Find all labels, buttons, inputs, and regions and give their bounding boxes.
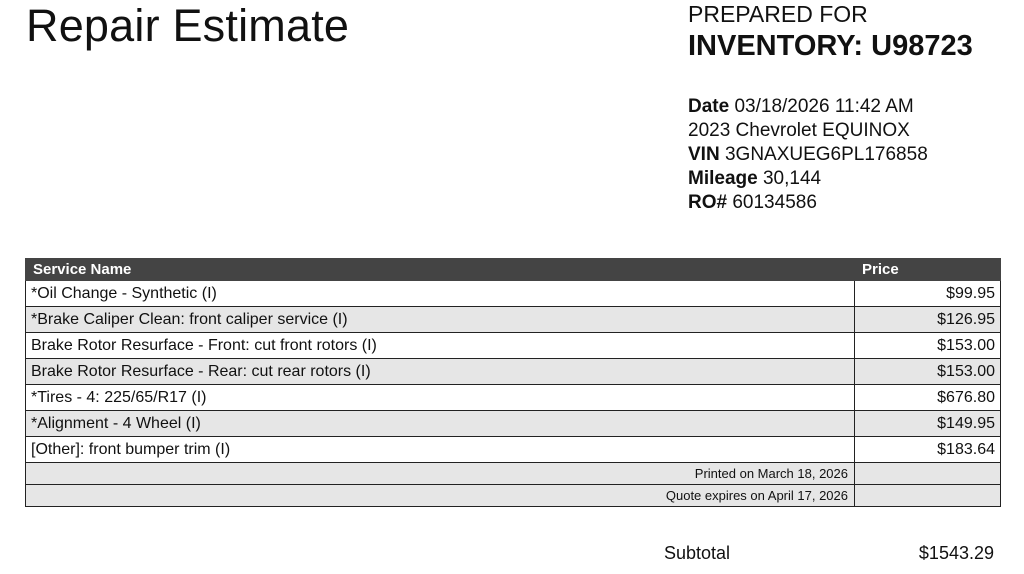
date-value: 03/18/2026 11:42 AM	[734, 96, 914, 117]
service-name-cell: Brake Rotor Resurface - Front: cut front rotors (I)	[26, 333, 855, 359]
service-name-header: Service Name	[26, 259, 855, 281]
service-name-cell: *Brake Caliper Clean: front caliper service (I)	[26, 307, 855, 333]
document-title: Repair Estimate	[26, 0, 350, 51]
table-row	[26, 281, 1001, 307]
table-row	[26, 359, 1001, 385]
estimate-table	[25, 258, 1001, 507]
date-line	[688, 95, 928, 119]
table-row	[26, 385, 1001, 411]
service-name-cell: Brake Rotor Resurface - Rear: cut rear rotors (I)	[26, 359, 855, 385]
vehicle-info	[688, 95, 928, 215]
subtotal-label: Subtotal	[664, 543, 731, 563]
date-label: Date	[688, 96, 730, 117]
table-row	[26, 333, 1001, 359]
ro-value: 60134586	[732, 192, 817, 213]
price-cell: $126.95	[855, 307, 1001, 333]
quote-expires-text: Quote expires on April 17, 2026	[26, 485, 855, 507]
empty-cell	[855, 485, 1001, 507]
subtotal-value: $1543.29	[918, 543, 994, 563]
price-cell: $153.00	[855, 333, 1001, 359]
ro-line	[688, 191, 928, 215]
ro-label: RO#	[688, 192, 728, 213]
price-cell: $676.80	[855, 385, 1001, 411]
price-cell: $149.95	[855, 411, 1001, 437]
empty-cell	[855, 463, 1001, 485]
mileage-line	[688, 167, 928, 191]
mileage-value: 30,144	[762, 168, 822, 189]
service-name-cell: [Other]: front bumper trim (I)	[26, 437, 855, 463]
prepared-for-name: INVENTORY: U98723	[688, 30, 973, 62]
vin-label: VIN	[688, 144, 720, 165]
vehicle-model: 2023 Chevrolet EQUINOX	[688, 120, 910, 141]
printed-on-row	[26, 463, 1001, 485]
table-row	[26, 307, 1001, 333]
service-name-cell: *Oil Change - Synthetic (I)	[26, 281, 855, 307]
price-header: Price	[855, 259, 1001, 281]
printed-on-text: Printed on March 18, 2026	[26, 463, 855, 485]
quote-expires-row	[26, 485, 1001, 507]
vin-line	[688, 143, 928, 167]
table-row	[26, 411, 1001, 437]
vin-value: 3GNAXUEG6PL176858	[724, 144, 928, 165]
price-cell: $99.95	[855, 281, 1001, 307]
service-name-cell: *Alignment - 4 Wheel (I)	[26, 411, 855, 437]
table-header-row	[26, 259, 1001, 281]
mileage-label: Mileage	[688, 168, 758, 189]
price-cell: $153.00	[855, 359, 1001, 385]
prepared-for-label: PREPARED FOR	[688, 1, 868, 27]
table-row	[26, 437, 1001, 463]
service-name-cell: *Tires - 4: 225/65/R17 (I)	[26, 385, 855, 411]
price-cell: $183.64	[855, 437, 1001, 463]
